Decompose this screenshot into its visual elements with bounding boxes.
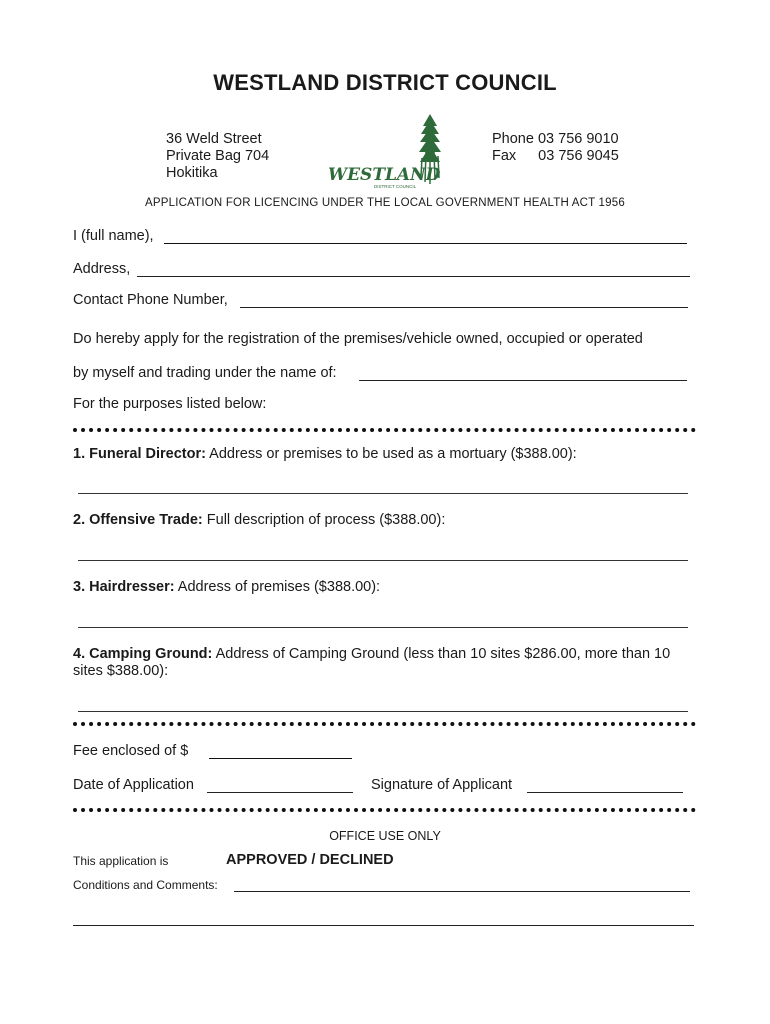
purpose-camping-ground xyxy=(73,646,698,680)
address-field[interactable] xyxy=(137,276,690,277)
svg-text:WESTLAND: WESTLAND xyxy=(328,165,441,185)
full-name-label: I (full name), xyxy=(73,228,154,244)
fax-number: 03 756 9045 xyxy=(538,148,619,164)
purpose-funeral-director xyxy=(73,446,577,462)
conditions-field[interactable] xyxy=(234,891,690,892)
date-label: Date of Application xyxy=(73,777,194,793)
funeral-director-field[interactable] xyxy=(78,493,688,494)
status-options: APPROVED / DECLINED xyxy=(226,852,394,868)
conditions-label: Conditions and Comments: xyxy=(73,878,218,892)
form-subtitle: APPLICATION FOR LICENCING UNDER THE LOCAL GOVERNMENT HEALTH ACT 1956 xyxy=(145,197,625,209)
fax-label: Fax xyxy=(492,148,517,164)
trading-name-field[interactable] xyxy=(359,380,687,381)
offensive-trade-field[interactable] xyxy=(78,560,688,561)
purpose-hairdresser xyxy=(73,579,380,595)
postal-address xyxy=(166,131,269,182)
section-divider xyxy=(73,722,696,726)
purpose-title: 2. Offensive Trade: xyxy=(73,512,203,528)
phone-number: 03 756 9010 xyxy=(537,131,619,147)
section-divider xyxy=(73,428,696,432)
address-line: 36 Weld Street xyxy=(166,131,262,147)
phone-label: Phone xyxy=(492,131,534,147)
comments-field[interactable] xyxy=(73,925,694,926)
apply-statement: Do hereby apply for the registration of the premises/vehicle owned, occupied or operated xyxy=(73,331,643,347)
council-logo xyxy=(326,112,444,190)
office-use-heading: OFFICE USE ONLY xyxy=(329,829,441,843)
date-field[interactable] xyxy=(207,792,353,793)
hairdresser-field[interactable] xyxy=(78,627,688,628)
purpose-description: Address of premises ($388.00): xyxy=(174,579,381,595)
trading-name-label: by myself and trading under the name of: xyxy=(73,365,337,381)
purpose-title: 1. Funeral Director: xyxy=(73,446,206,462)
purpose-description: Full description of process ($388.00): xyxy=(202,512,446,528)
purpose-title: 4. Camping Ground: xyxy=(73,646,213,662)
status-label: This application is xyxy=(73,854,169,868)
contact-phone-field[interactable] xyxy=(240,307,688,308)
address-line: Hokitika xyxy=(166,165,218,181)
fee-label: Fee enclosed of $ xyxy=(73,743,189,759)
address-label: Address, xyxy=(73,261,131,277)
contact-phone-label: Contact Phone Number, xyxy=(73,292,228,308)
signature-label: Signature of Applicant xyxy=(371,777,513,793)
fee-field[interactable] xyxy=(209,758,352,759)
full-name-field[interactable] xyxy=(164,243,687,244)
purpose-description: Address or premises to be used as a mortuary ($388.00): xyxy=(205,446,577,462)
contact-info xyxy=(492,131,619,165)
tree-logo-icon xyxy=(326,112,444,190)
section-divider xyxy=(73,808,696,812)
org-title: WESTLAND DISTRICT COUNCIL xyxy=(213,70,557,95)
purpose-offensive-trade xyxy=(73,512,445,528)
purposes-label: For the purposes listed below: xyxy=(73,396,267,412)
address-line: Private Bag 704 xyxy=(166,148,270,164)
purpose-description: Address of Camping Ground (less than 10 sites $286.00, more than 10 sites $388.00): xyxy=(73,646,671,679)
signature-field[interactable] xyxy=(527,792,683,793)
svg-text:DISTRICT COUNCIL: DISTRICT COUNCIL xyxy=(374,184,417,189)
purpose-title: 3. Hairdresser: xyxy=(73,579,175,595)
camping-ground-field[interactable] xyxy=(78,711,688,712)
